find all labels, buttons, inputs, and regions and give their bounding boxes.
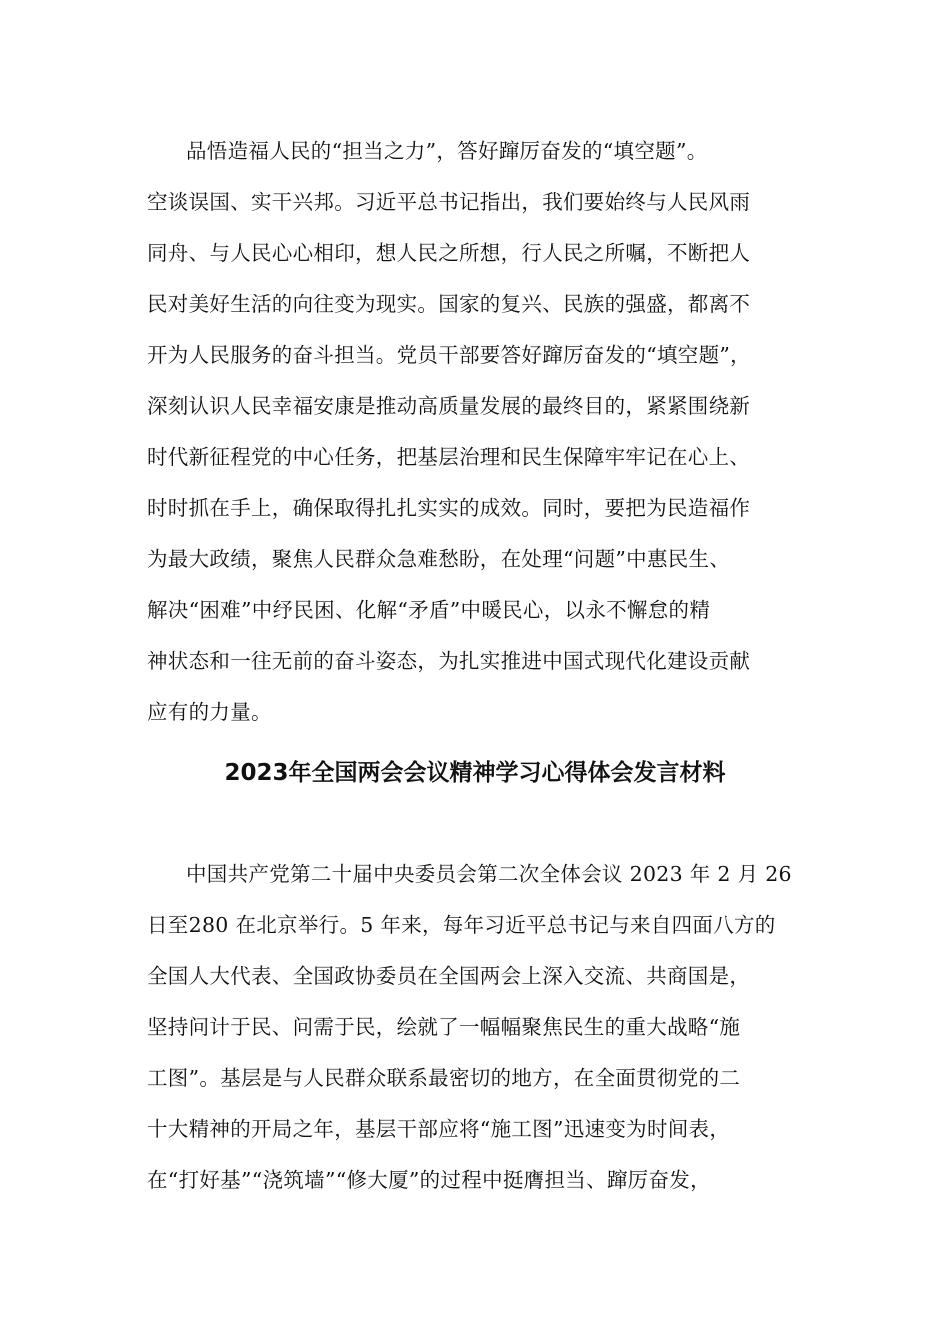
- paragraph-line: 解决“困难”中纾民困、化解“矛盾”中暖民心，以永不懈怠的精: [147, 598, 711, 622]
- paragraph-line: 在“打好基”“浇筑墙”“修大厦”的过程中挺膺担当、蹿厉奋发，: [147, 1168, 711, 1192]
- paragraph-line: 十大精神的开局之年，基层干部应将“施工图”迅速变为时间表，: [147, 1117, 731, 1141]
- paragraph-line: 神状态和一往无前的奋斗姿态，为扎实推进中国式现代化建设贡献: [147, 649, 751, 673]
- paragraph-line: 时代新征程党的中心任务，把基层治理和民生保障牢牢记在心上、: [147, 445, 751, 469]
- paragraph-line: 品悟造福人民的“担当之力”，答好蹿厉奋发的“填空题”。: [186, 139, 708, 163]
- paragraph-line: 同舟、与人民心心相印，想人民之所想，行人民之所嘱，不断把人: [147, 241, 751, 265]
- paragraph-line: 全国人大代表、全国政协委员在全国两会上深入交流、共商国是，: [147, 964, 751, 988]
- paragraph-line: 深刻认识人民幸福安康是推动高质量发展的最终目的，紧紧围绕新: [147, 394, 751, 418]
- paragraph-line: 坚持问计于民、问需于民，绘就了一幅幅聚焦民生的重大战略“施: [147, 1015, 741, 1039]
- paragraph-line: 日至280 在北京举行。5 年来，每年习近平总书记与来自四面八方的: [147, 913, 776, 937]
- paragraph-line: 空谈误国、实干兴邦。习近平总书记指出，我们要始终与人民风雨: [147, 190, 751, 214]
- paragraph-line: 民对美好生活的向往变为现实。国家的复兴、民族的强盛，都离不: [147, 292, 751, 316]
- section-heading: 2023年全国两会会议精神学习心得体会发言材料: [224, 760, 726, 786]
- paragraph-line: 为最大政绩，聚焦人民群众急难愁盼，在处理“问题”中惠民生、: [147, 547, 731, 571]
- paragraph-line: 时时抓在手上，确保取得扎扎实实的成效。同时，要把为民造福作: [147, 496, 751, 520]
- paragraph-line: 中国共产党第二十届中央委员会第二次全体会议 2023 年 2 月 26: [186, 862, 792, 886]
- paragraph-line: 工图”。基层是与人民群众联系最密切的地方，在全面贯彻党的二: [147, 1066, 741, 1090]
- paragraph-line: 开为人民服务的奋斗担当。党员干部要答好蹿厉奋发的“填空题”，: [147, 343, 751, 367]
- paragraph-line: 应有的力量。: [147, 700, 272, 724]
